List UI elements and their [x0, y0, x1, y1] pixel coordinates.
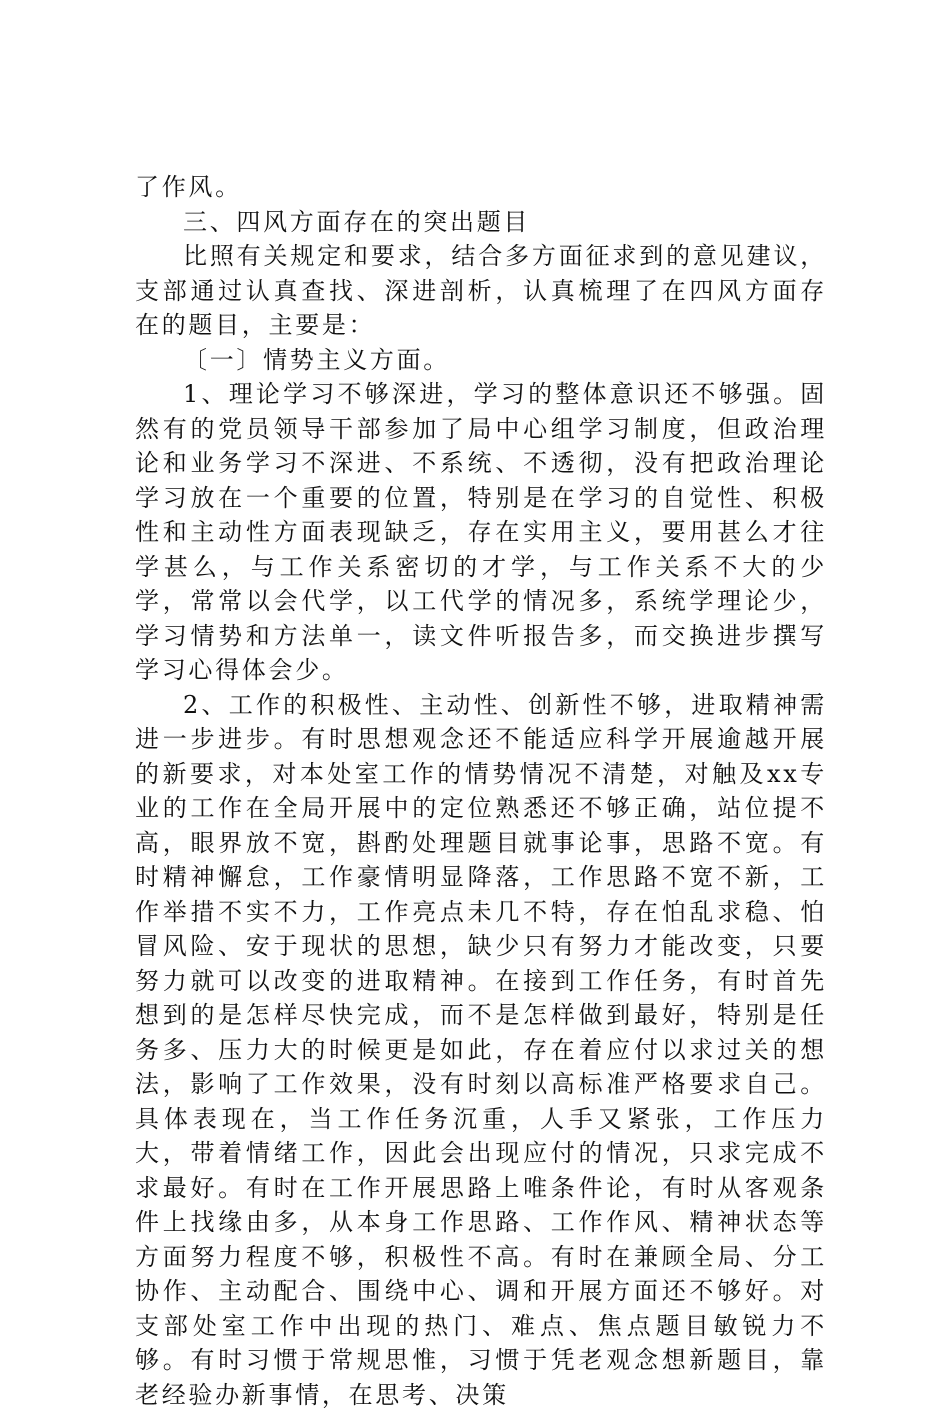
paragraph-item-1: 1、理论学习不够深进，学习的整体意识还不够强。固然有的党员领导干部参加了局中心组学习制度，但政治理论和业务学习不深进、不系统、不透彻，没有把政治理论学习放在一个重要的位置，特别是在学习的自觉性、积极性和主动性方面表现缺乏，存在实用主义，要用甚么才往学甚么，与工作关系密切的才学，与工作关系不大的少学，常常以会代学，以工代学的情况多，系统学理论少，学习情势和方法单一，读文件听报告多，而交换进步撰写学习心得体会少。: [135, 377, 827, 688]
paragraph-item-2: 2、工作的积极性、主动性、创新性不够，进取精神需进一步进步。有时思想观念还不能适应科学开展逾越开展的新要求，对本处室工作的情势情况不清楚，对触及xx专业的工作在全局开展中的定位熟悉还不够正确，站位提不高，眼界放不宽，斟酌处理题目就事论事，思路不宽。有时精神懈怠，工作豪情明显降落，工作思路不宽不新，工作举措不实不力，工作亮点未几不特，存在怕乱求稳、怕冒风险、安于现状的思想，缺少只有努力才能改变，只要努力就可以改变的进取精神。在接到工作任务，有时首先想到的是怎样尽快完成，而不是怎样做到最好，特别是任务多、压力大的时候更是如此，存在着应付以求过关的想法，影响了工作效果，没有时刻以高标准严格要求自己。具体表现在，当工作任务沉重，人手又紧张，工作压力大，带着情绪工作，因此会出现应付的情况，只求完成不求最好。有时在工作开展思路上唯条件论，有时从客观条件上找缘由多，从本身工作思路、工作作风、精神状态等方面努力程度不够，积极性不高。有时在兼顾全局、分工协作、主动配合、围绕中心、调和开展方面还不够好。对支部处室工作中出现的热门、难点、焦点题目敏锐力不够。有时习惯于常规思惟，习惯于凭老观念想新题目，靠老经验办新事情，在思考、决策: [135, 688, 827, 1412]
subsection-heading: 〔一〕情势主义方面。: [135, 343, 827, 378]
paragraph-continuation: 了作风。: [135, 170, 827, 205]
section-heading: 三、四风方面存在的突出题目: [135, 205, 827, 240]
paragraph-intro: 比照有关规定和要求，结合多方面征求到的意见建议，支部通过认真查找、深进剖析，认真梳理了在四风方面存在的题目，主要是：: [135, 239, 827, 343]
document-body: [135, 170, 827, 1412]
